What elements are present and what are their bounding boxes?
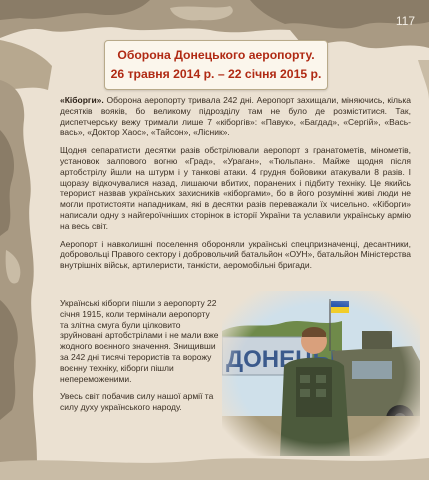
page-number: 117	[395, 14, 415, 28]
soldier-photo	[222, 291, 420, 456]
paragraph-1-lead: «Кіборги».	[60, 95, 104, 105]
paragraph-3: Аеропорт і навколишні поселення обороняли українські спецпризначенці, десантники, добровольці Правого сектору і добровольчий батальйон «ОУН», батальйон Міністерства внутрішніх військ, артилеристи, танкісти, аеромобільні бригади.	[60, 238, 411, 271]
paragraph-4: Українські кіборги пішли з аеропорту 22 січня 1915, коли термінали аеропорту та злітна смуга були цілковито зруйновані артобстрілами і не мали вже жодного воєнного значення. Знищивши за 242 дні тисячі терористів та ворожу воєнну техніку, кіборги пішли непереможеними.	[60, 298, 219, 384]
paragraph-1	[60, 95, 411, 138]
title-line-2: 26 травня 2014 р. – 22 січня 2015 р.	[110, 67, 322, 81]
paragraph-5: Увесь світ побачив силу нашої армії та силу духу українського народу.	[60, 391, 214, 413]
paragraph-1-text: Оборона аеропорту тривала 242 дні. Аеропорт захищали, міняючись, кілька десятків вояків, бо великому підрозділу там не було де розміститися. Так, диспетчерську вежу тримали лише 7 «кіборгів»: «Павук», «Багдад», «Сергій», «Вась-вась», «Доктор Хаос», «Тайсон», «Лісник».	[60, 95, 411, 138]
section-title	[104, 40, 328, 90]
article-body-lower	[60, 298, 220, 420]
article-body	[60, 95, 411, 278]
paragraph-2: Щодня сепаратисти десятки разів обстрілювали аеропорт з гранатометів, мінометів, установок залпового вогню «Град», «Ураган», «Тюльпан». Майже щодня після артобстрілу йшли на штурм і у танкові атаки. 4 грудня бойовики атакували 8 разів. І щоразу відкочувалися назад, лишаючи вбитих, поранених і підбиту техніку. Це якийсь терорист назвав українських захисників «кіборгами», бо в його розумінні живі люди не могли протистояти нападникам, які в десятки разів переважали їх чисельно. «Кіборги» написали одну з найгероїчніших сторінок в історії України та уславили українську армію на весь світ.	[60, 145, 411, 231]
title-line-1: Оборона Донецького аеропорту.	[117, 48, 315, 62]
